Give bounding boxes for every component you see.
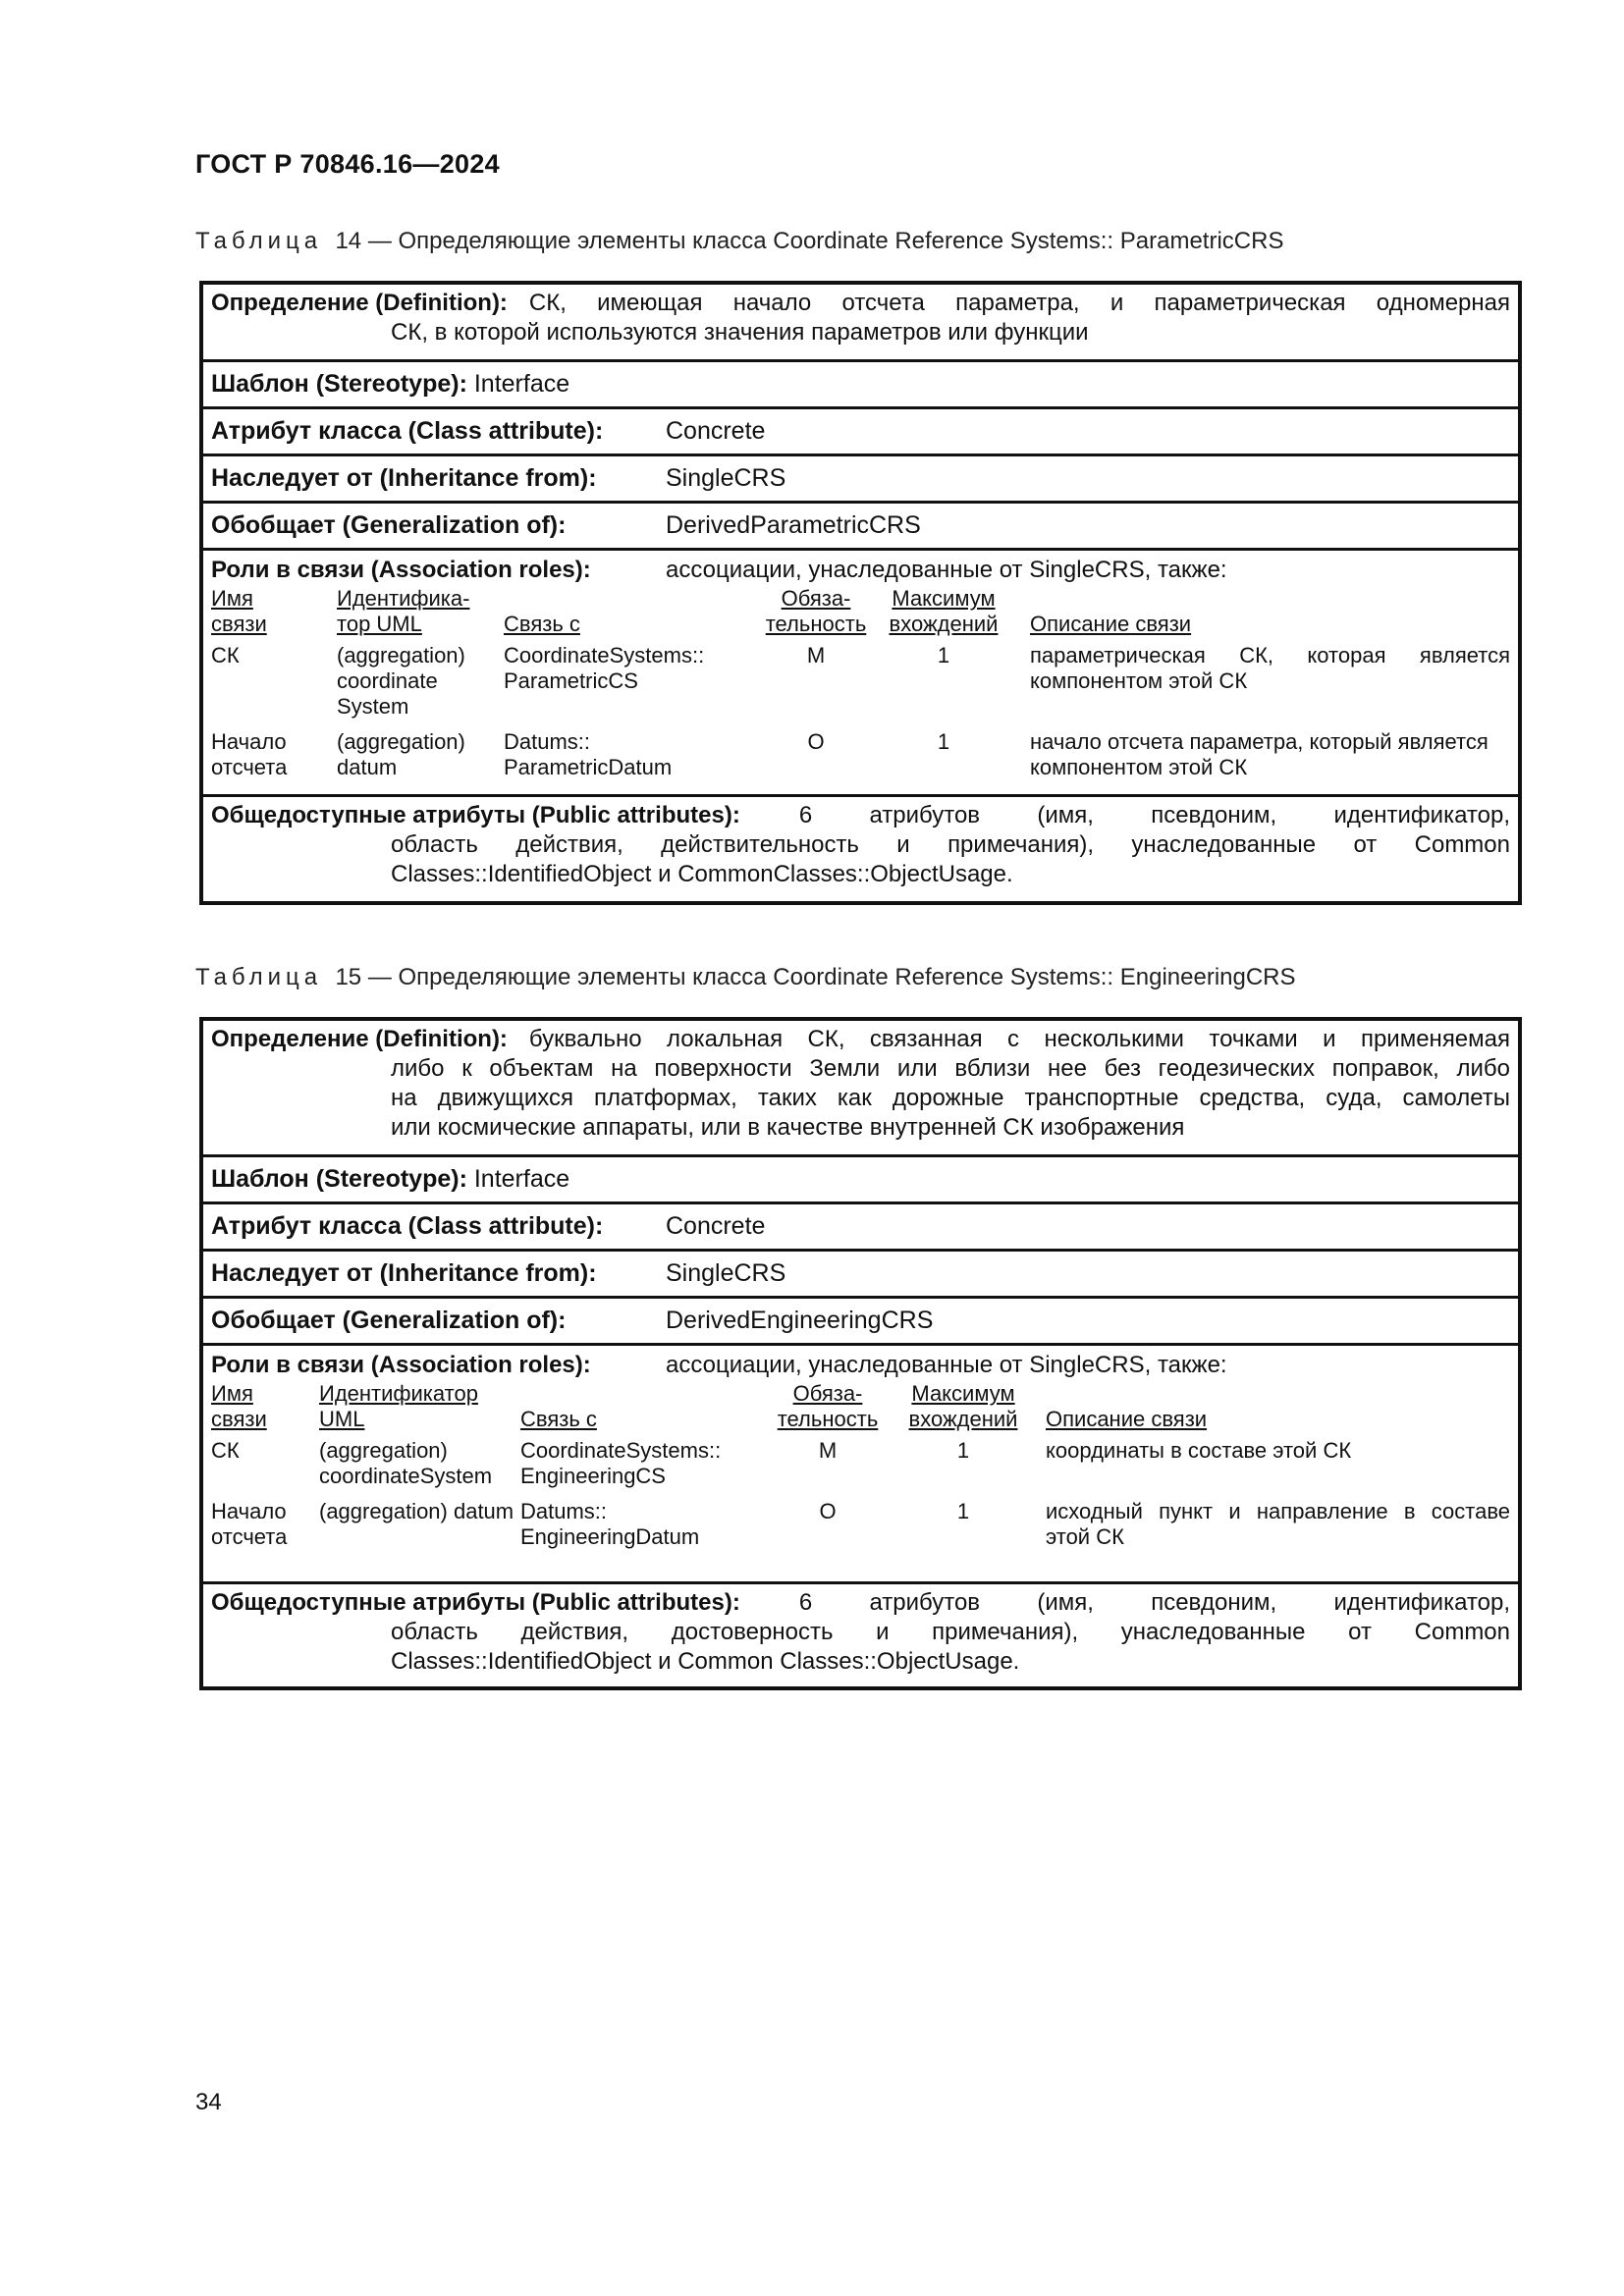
role-desc: начало отсчета параметра, который является компонентом этой СК <box>1030 729 1489 779</box>
role-desc: исходный пункт и направление в составе этой СК <box>1046 1499 1510 1549</box>
stereotype-row <box>203 1157 1518 1204</box>
stereotype-row <box>203 362 1518 409</box>
association-roles-label: Роли в связи (Association roles): <box>211 1352 591 1378</box>
generalization-row <box>203 504 1518 551</box>
inheritance-row <box>203 1252 1518 1299</box>
definition-row <box>203 1021 1518 1157</box>
role-link: CoordinateSystems:: EngineeringCS <box>520 1438 722 1488</box>
class-attribute-value: Concrete <box>666 417 766 445</box>
definition-text-cont: либо к объектам на поверхности Земли или вблизи нее без геодезических поправок, либо <box>391 1055 1510 1082</box>
stereotype-label: Шаблон (Stereotype): <box>211 1165 467 1193</box>
generalization-value: DerivedParametricCRS <box>666 511 921 539</box>
role-max: 1 <box>937 729 950 754</box>
definition-text-cont: СК, в которой используются значения параметров или функции <box>391 319 1089 346</box>
inheritance-row <box>203 456 1518 504</box>
role-link: CoordinateSystems:: ParametricCS <box>504 643 705 693</box>
class-attribute-row <box>203 1204 1518 1252</box>
col-max-header: Максимум вхождений <box>908 1381 1018 1431</box>
class-attribute-label: Атрибут класса (Class attribute): <box>211 417 604 445</box>
role-max: 1 <box>956 1499 970 1523</box>
public-attributes-row <box>203 797 1518 901</box>
generalization-value: DerivedEngineeringCRS <box>666 1307 934 1334</box>
role-oblig: M <box>818 1438 838 1463</box>
role-max: 1 <box>956 1438 970 1463</box>
role-uml: (aggregation) coordinate System <box>337 643 465 719</box>
public-attributes-text: 6 атрибутов (имя, псевдоним, идентификатор, <box>798 1589 1510 1616</box>
stereotype-value: Interface <box>473 1165 570 1193</box>
stereotype-value: Interface <box>473 370 570 398</box>
table-row <box>211 1432 1510 1493</box>
document-header: ГОСТ Р 70846.16—2024 <box>195 149 500 179</box>
association-roles-row <box>203 551 1518 797</box>
definition-text-end: или космические аппараты, или в качестве внутренней СК изображения <box>391 1114 1185 1141</box>
class-attribute-label: Атрибут класса (Class attribute): <box>211 1212 604 1240</box>
page-number: 34 <box>195 2089 222 2115</box>
role-uml: (aggregation) coordinateSystem <box>319 1438 493 1488</box>
definition-row <box>203 285 1518 362</box>
public-attributes-text-end: Classes::IdentifiedObject и CommonClasses::ObjectUsage. <box>391 861 1013 887</box>
inheritance-value: SingleCRS <box>666 464 786 492</box>
col-name-header: Имя связи <box>211 586 267 636</box>
role-oblig: O <box>819 1499 837 1523</box>
col-uml-header: Идентифика- тор UML <box>337 586 470 636</box>
table-row <box>211 1493 1510 1554</box>
class-attribute-row <box>203 409 1518 456</box>
role-name: СК <box>211 643 240 667</box>
role-uml: (aggregation) datum <box>337 729 465 779</box>
definition-text-cont: на движущихся платформах, таких как дорожные транспортные средства, суда, самолеты <box>391 1085 1510 1111</box>
association-roles-value: ассоциации, унаследованные от SingleCRS, также: <box>666 1352 1227 1378</box>
public-attributes-text-cont: область действия, действительность и примечания), унаследованные от Common <box>391 831 1510 858</box>
definition-label: Определение (Definition): <box>211 290 508 316</box>
definition-text: СК, имеющая начало отсчета параметра, и параметрическая одномерная <box>528 290 1510 316</box>
public-attributes-text-cont: область действия, достоверность и примечания), унаследованные от Common <box>391 1619 1510 1645</box>
association-roles-value: ассоциации, унаследованные от SingleCRS, также: <box>666 557 1227 583</box>
col-oblig-header: Обяза- тельность <box>765 586 867 636</box>
col-desc-header: Описание связи <box>1030 612 1192 636</box>
table-15 <box>199 1017 1522 1690</box>
public-attributes-label: Общедоступные атрибуты (Public attributes): <box>211 802 740 828</box>
col-name-header: Имя связи <box>211 1381 267 1431</box>
col-desc-header: Описание связи <box>1046 1407 1208 1431</box>
role-desc: координаты в составе этой СК <box>1046 1438 1352 1463</box>
public-attributes-label: Общедоступные атрибуты (Public attributes): <box>211 1589 740 1616</box>
association-roles-label: Роли в связи (Association roles): <box>211 557 591 583</box>
inheritance-label: Наследует от (Inheritance from): <box>211 1259 597 1287</box>
role-desc: параметрическая СК, которая является компонентом этой СК <box>1030 643 1510 693</box>
table-14 <box>199 281 1522 905</box>
inheritance-label: Наследует от (Inheritance from): <box>211 464 597 492</box>
table-14-caption: Таблица 14 — Определяющие элементы класса Coordinate Reference Systems:: ParametricCRS <box>195 228 1284 254</box>
public-attributes-text: 6 атрибутов (имя, псевдоним, идентификатор, <box>798 802 1510 828</box>
role-link: Datums:: EngineeringDatum <box>520 1499 700 1549</box>
role-link: Datums:: ParametricDatum <box>504 729 673 779</box>
role-oblig: M <box>806 643 826 667</box>
stereotype-label: Шаблон (Stereotype): <box>211 370 467 398</box>
role-name: СК <box>211 1438 240 1463</box>
generalization-label: Обобщает (Generalization of): <box>211 511 567 539</box>
class-attribute-value: Concrete <box>666 1212 766 1240</box>
col-link-header: Связь с <box>504 612 580 636</box>
col-uml-header: Идентификатор UML <box>319 1381 478 1431</box>
role-oblig: O <box>807 729 825 754</box>
table-row <box>211 637 1510 723</box>
public-attributes-row <box>203 1584 1518 1686</box>
col-link-header: Связь с <box>520 1407 597 1431</box>
generalization-label: Обобщает (Generalization of): <box>211 1307 567 1334</box>
public-attributes-text-end: Classes::IdentifiedObject и Common Classes::ObjectUsage. <box>391 1648 1020 1675</box>
association-roles-table <box>211 586 1510 784</box>
definition-label: Определение (Definition): <box>211 1026 508 1052</box>
col-oblig-header: Обяза- тельность <box>777 1381 879 1431</box>
role-max: 1 <box>937 643 950 667</box>
generalization-row <box>203 1299 1518 1346</box>
definition-text: буквально локальная СК, связанная с несколькими точками и применяемая <box>528 1026 1510 1052</box>
table-row <box>211 723 1510 784</box>
inheritance-value: SingleCRS <box>666 1259 786 1287</box>
association-roles-table <box>211 1381 1510 1554</box>
table-15-caption: Таблица 15 — Определяющие элементы класса Coordinate Reference Systems:: EngineeringCRS <box>195 964 1296 990</box>
role-uml: (aggregation) datum <box>319 1499 514 1523</box>
col-max-header: Максимум вхождений <box>889 586 999 636</box>
association-roles-row <box>203 1346 1518 1584</box>
role-name: Начало отсчета <box>211 729 288 779</box>
role-name: Начало отсчета <box>211 1499 288 1549</box>
